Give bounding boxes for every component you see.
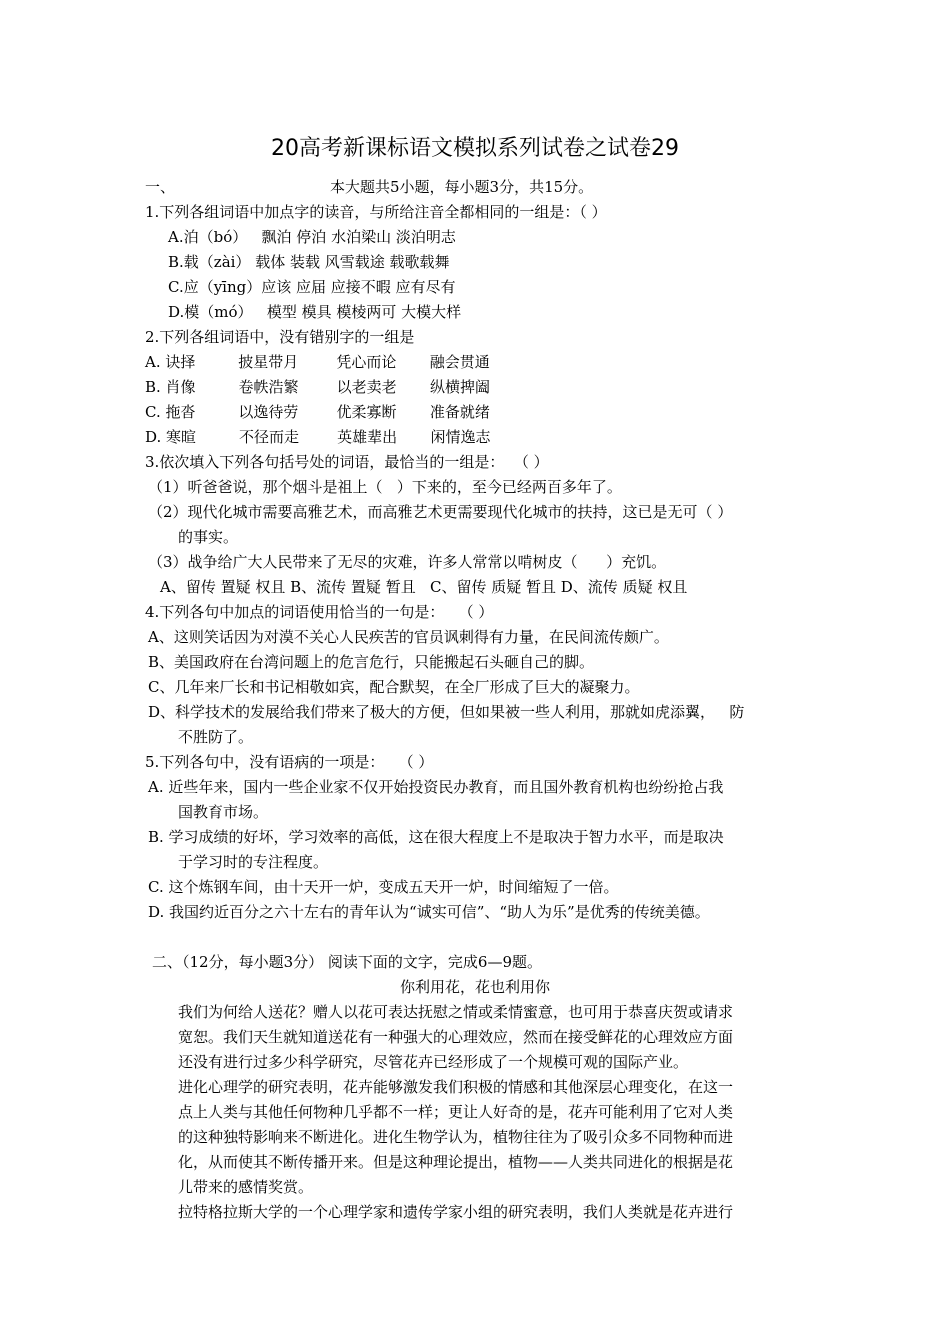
article-paragraph-line: 点上人类与其他任何物种几乎都不一样；更让人好奇的是，花卉可能利用了它对人类 [178, 1103, 734, 1121]
q5-option-c: C. 这个炼钢车间，由十天开一炉，变成五天开一炉，时间缩短了一倍。 [148, 878, 619, 896]
page-title: 20高考新课标语文模拟系列试卷之试卷29 [271, 136, 679, 161]
q3-sentence-1: （1）听爸爸说，那个烟斗是祖上（ ）下来的，至今已经两百多年了。 [148, 478, 622, 496]
article-paragraph-line: 我们为何给人送花？赠人以花可表达抚慰之情或柔情蜜意，也可用于恭喜庆贺或请求 [178, 1003, 734, 1021]
q3-options: A、留传 置疑 权且 B、流传 置疑 暂且 C、留传 质疑 暂且 D、流传 质疑 权且 [160, 578, 688, 596]
q5-option-b-cont: 于学习时的专注程度。 [178, 853, 329, 871]
section2-heading: 二、（12分，每小题3分） 阅读下面的文字，完成6—9题。 [152, 953, 542, 971]
q4-option-a: A、这则笑话因为对漠不关心人民疾苦的官员讽刺得有力量，在民间流传颇广。 [148, 628, 669, 646]
q2-option-a: A. 诀择 披星带月 凭心而论 融会贯通 [145, 353, 490, 371]
q4-option-c: C、几年来厂长和书记相敬如宾，配合默契，在全厂形成了巨大的凝聚力。 [148, 678, 640, 696]
article-title: 你利用花，花也利用你 [399, 978, 550, 996]
question-5: 5.下列各句中，没有语病的一项是： （ ） [145, 753, 434, 771]
q1-option-b: B.载（zài） 载体 装载 风雪载途 载歌载舞 [168, 253, 450, 271]
question-3: 3.依次填入下列各句括号处的词语，最恰当的一组是： （ ） [145, 453, 549, 471]
article-paragraph-line: 儿带来的感情奖赏。 [178, 1178, 314, 1196]
q3-sentence-3: （3）战争给广大人民带来了无尽的灾难，许多人常常以啃树皮（ ）充饥。 [148, 553, 667, 571]
q1-option-d: D.模（mó） 模型 模具 模棱两可 大模大样 [168, 303, 462, 321]
q4-option-b: B、美国政府在台湾问题上的危言危行，只能搬起石头砸自己的脚。 [148, 653, 595, 671]
section1-label: 一、 [145, 178, 176, 196]
q5-option-a-cont: 国教育市场。 [178, 803, 269, 821]
q3-sentence-2: （2）现代化城市需要高雅艺术，而高雅艺术更需要现代化城市的扶持，这已是无可（ ） [148, 503, 733, 521]
section1-instruction: 本大题共5小题，每小题3分，共15分。 [330, 178, 594, 196]
q5-option-b: B. 学习成绩的好坏，学习效率的高低，这在很大程度上不是取决于智力水平，而是取决 [148, 828, 724, 846]
q4-option-d-cont: 不胜防了。 [178, 728, 254, 746]
article-paragraph-line: 的这种独特影响来不断进化。进化生物学认为，植物往往为了吸引众多不同物种而进 [178, 1128, 734, 1146]
question-2: 2.下列各组词语中，没有错别字的一组是 [145, 328, 415, 346]
q5-option-d: D. 我国约近百分之六十左右的青年认为“诚实可信”、“助人为乐”是优秀的传统美德。 [148, 903, 710, 921]
article-paragraph-line: 拉特格拉斯大学的一个心理学家和遗传学家小组的研究表明，我们人类就是花卉进行 [178, 1203, 734, 1221]
article-paragraph-line: 化，从而使其不断传播开来。但是这种理论提出，植物——人类共同进化的根据是花 [178, 1153, 734, 1171]
q2-option-c: C. 拖沓 以逸待劳 优柔寡断 准备就绪 [145, 403, 490, 421]
q4-option-d: D、科学技术的发展给我们带来了极大的方便，但如果被一些人利用，那就如虎添翼， 防 [148, 703, 745, 721]
question-1: 1.下列各组词语中加点字的读音，与所给注音全都相同的一组是：（ ） [145, 203, 607, 221]
q3-sentence-2-cont: 的事实。 [178, 528, 239, 546]
q5-option-a: A. 近些年来，国内一些企业家不仅开始投资民办教育，而且国外教育机构也纷纷抢占我 [148, 778, 724, 796]
article-paragraph-line: 宽恕。我们天生就知道送花有一种强大的心理效应，然而在接受鲜花的心理效应方面 [178, 1028, 734, 1046]
q1-option-a: A.泊（bó） 飘泊 停泊 水泊梁山 淡泊明志 [168, 228, 456, 246]
article-paragraph-line: 还没有进行过多少科学研究，尽管花卉已经形成了一个规模可观的国际产业。 [178, 1053, 689, 1071]
q2-option-b: B. 肖像 卷帙浩繁 以老卖老 纵横捭阖 [145, 378, 490, 396]
article-paragraph-line: 进化心理学的研究表明，花卉能够激发我们积极的情感和其他深层心理变化，在这一 [178, 1078, 734, 1096]
question-4: 4.下列各句中加点的词语使用恰当的一句是： （ ） [145, 603, 494, 621]
q1-option-c: C.应（yīng）应该 应届 应接不暇 应有尽有 [168, 278, 456, 296]
q2-option-d: D. 寒暄 不径而走 英雄辈出 闲情逸志 [145, 428, 491, 446]
